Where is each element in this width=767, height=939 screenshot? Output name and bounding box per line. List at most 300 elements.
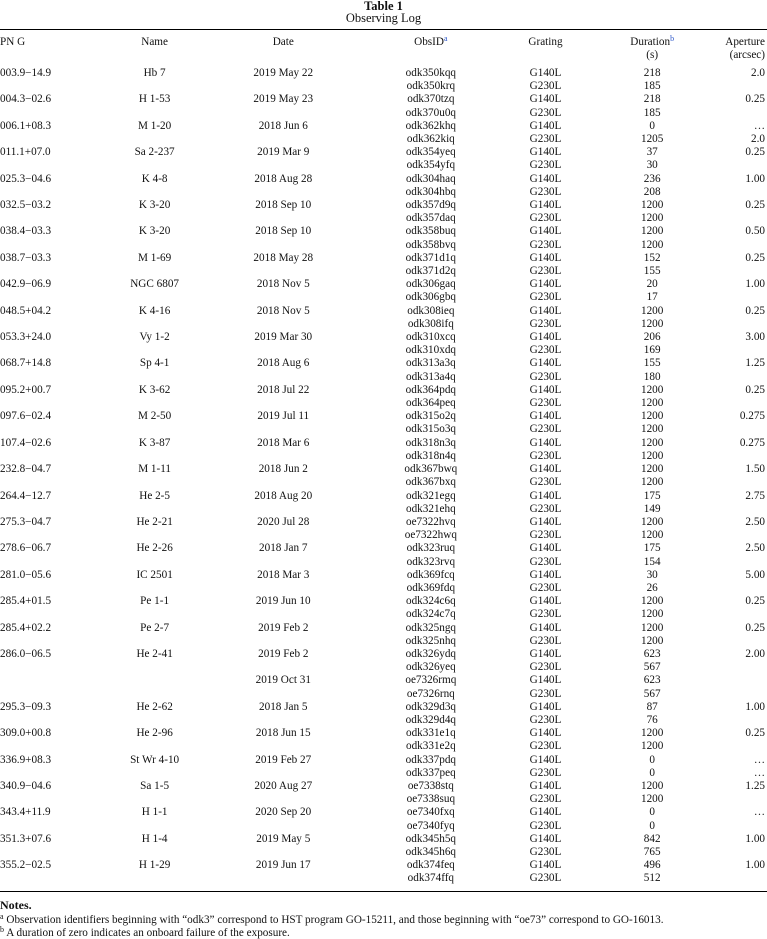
pn-g-cell	[0, 423, 120, 436]
duration-cell: 1200	[640, 476, 664, 489]
grating-cell: G140L	[529, 674, 562, 687]
grating-cell: G230L	[529, 238, 562, 251]
duration-cell: 1200	[640, 515, 664, 528]
aperture-cell: 1.50	[745, 463, 765, 476]
aperture-cell: 0.25	[745, 146, 765, 159]
duration-cell: 87	[646, 700, 658, 713]
duration-cell: 169	[643, 344, 661, 357]
name-cell	[120, 212, 190, 225]
pn-g-cell: 003.9−14.9	[0, 67, 52, 79]
name-cell: K 3-20	[138, 199, 171, 212]
date-cell	[190, 186, 377, 199]
table-row	[0, 212, 767, 225]
obsid-cell: odk364pdq	[405, 383, 456, 396]
name-cell: Sp 4-1	[139, 357, 170, 370]
grating-cell: G140L	[529, 172, 562, 185]
duration-cell: 1200	[640, 397, 664, 410]
obsid-cell: oe7340fyq	[406, 819, 455, 832]
date-cell	[190, 239, 377, 252]
obsid-cell: odk325ngq	[405, 621, 456, 634]
grating-cell: G230L	[529, 185, 562, 198]
date-cell	[190, 397, 377, 410]
name-cell: K 4-8	[141, 172, 168, 185]
aperture-cell: 1.00	[745, 700, 765, 713]
obsid-cell: odk362kiq	[406, 133, 455, 146]
duration-cell: 0	[649, 119, 655, 132]
obsid-cell: odk337peq	[405, 766, 456, 779]
table-row	[0, 648, 767, 661]
table-row	[0, 450, 767, 463]
aperture-cell: 1.00	[745, 278, 765, 291]
name-cell	[120, 582, 190, 595]
aperture-cell: 0.275	[739, 410, 765, 423]
obsid-cell: odk370tzq	[407, 93, 455, 106]
obsid-cell: odk304hbq	[405, 185, 456, 198]
obsid-cell: odk357d9q	[405, 199, 456, 212]
table-row	[0, 199, 767, 212]
table-row	[0, 674, 767, 687]
obsid-cell: odk371d1q	[405, 251, 456, 264]
name-cell	[120, 133, 190, 146]
table-row	[0, 490, 767, 503]
header-duration: Duration$^b$ (s)	[630, 34, 675, 61]
table-row	[0, 265, 767, 278]
obsid-cell: odk310xdq	[405, 344, 456, 357]
name-cell: IC 2501	[136, 568, 173, 581]
aperture-cell	[698, 318, 767, 331]
grating-cell: G140L	[529, 859, 562, 872]
duration-cell: 1205	[640, 133, 664, 146]
aperture-cell	[698, 80, 767, 93]
duration-cell: 208	[643, 185, 661, 198]
aperture-cell	[698, 239, 767, 252]
table-row	[0, 622, 767, 635]
date-cell	[190, 80, 377, 93]
pn-g-cell	[0, 740, 120, 753]
name-cell: M 1-69	[137, 251, 172, 264]
obsid-cell: odk318n3q	[405, 436, 456, 449]
grating-cell: G140L	[529, 806, 562, 819]
name-cell	[120, 344, 190, 357]
grating-cell: G140L	[529, 410, 562, 423]
aperture-cell: 0.275	[739, 436, 765, 449]
name-cell: Sa 1-5	[140, 779, 170, 792]
name-cell: He 2-96	[136, 727, 173, 740]
name-cell: He 2-5	[139, 489, 170, 502]
grating-cell: G230L	[529, 449, 562, 462]
grating-cell: G140L	[529, 647, 562, 660]
name-cell: K 3-62	[138, 383, 171, 396]
date-cell: 2018 Mar 3	[257, 568, 310, 581]
table-row	[0, 133, 767, 146]
name-cell: M 1-11	[138, 463, 172, 476]
duration-cell: 185	[643, 106, 661, 119]
duration-cell: 623	[643, 647, 661, 660]
aperture-cell: 2.00	[745, 647, 765, 660]
table-row	[0, 714, 767, 727]
date-cell: 2020 Aug 27	[254, 779, 313, 792]
date-cell	[190, 529, 377, 542]
obsid-cell: odk321ehq	[405, 502, 456, 515]
name-cell: K 4-16	[138, 304, 171, 317]
date-cell: 2020 Jul 28	[257, 515, 310, 528]
pn-g-cell: 038.7−03.3	[0, 251, 52, 264]
name-cell: K 3-20	[138, 225, 171, 238]
aperture-cell	[698, 212, 767, 225]
pn-g-cell	[0, 688, 120, 701]
date-cell: 2019 Jun 17	[255, 859, 311, 872]
table-row	[0, 859, 767, 872]
duration-cell: 155	[643, 357, 661, 370]
aperture-cell: 0.25	[745, 727, 765, 740]
obsid-cell: oe7338suq	[406, 793, 456, 806]
grating-cell: G230L	[529, 159, 562, 172]
table-row	[0, 120, 767, 133]
pn-g-cell: 107.4−02.6	[0, 436, 52, 449]
pn-g-cell: 053.3+24.0	[0, 331, 52, 344]
aperture-cell	[698, 450, 767, 463]
duration-footnote-marker[interactable]: b	[670, 34, 675, 43]
table-body	[0, 61, 767, 886]
name-cell	[120, 740, 190, 753]
duration-cell: 26	[646, 581, 658, 594]
duration-cell: 218	[643, 67, 661, 79]
duration-cell: 567	[643, 661, 661, 674]
aperture-cell	[698, 159, 767, 172]
duration-cell: 175	[643, 489, 661, 502]
pn-g-cell	[0, 674, 120, 687]
aperture-cell	[698, 344, 767, 357]
grating-cell: G230L	[529, 476, 562, 489]
aperture-cell	[698, 186, 767, 199]
aperture-cell	[698, 582, 767, 595]
duration-cell: 1200	[640, 727, 664, 740]
grating-cell: G230L	[529, 740, 562, 753]
grating-cell: G230L	[529, 397, 562, 410]
note-b	[0, 924, 767, 939]
date-cell	[190, 265, 377, 278]
date-cell: 2018 Aug 28	[254, 172, 313, 185]
date-cell: 2019 May 22	[253, 67, 314, 79]
obsid-cell: odk329d4q	[405, 713, 456, 726]
obsid-cell: odk308ifq	[407, 317, 454, 330]
grating-cell: G140L	[529, 595, 562, 608]
name-cell: Pe 2-7	[140, 621, 170, 634]
date-cell: 2019 Feb 2	[258, 647, 309, 660]
aperture-cell: 0.25	[745, 383, 765, 396]
date-cell	[190, 688, 377, 701]
pn-g-cell	[0, 714, 120, 727]
aperture-cell	[698, 476, 767, 489]
grating-cell: G140L	[529, 515, 562, 528]
duration-cell: 496	[643, 859, 661, 872]
obsid-cell: odk350kqq	[405, 67, 456, 79]
duration-cell: 37	[646, 146, 658, 159]
grating-cell: G230L	[529, 265, 562, 278]
name-cell: Vy 1-2	[139, 331, 170, 344]
obsid-cell: oe7326rmq	[405, 674, 457, 687]
aperture-cell: 0.25	[745, 251, 765, 264]
table-row	[0, 635, 767, 648]
obsid-cell: oe7322hvq	[405, 515, 456, 528]
pn-g-cell: 355.2−02.5	[0, 859, 52, 872]
duration-cell: 1200	[640, 199, 664, 212]
date-cell: 2018 Mar 6	[257, 436, 310, 449]
duration-cell: 0	[649, 753, 655, 766]
grating-cell: G140L	[529, 357, 562, 370]
grating-cell: G140L	[529, 119, 562, 132]
obsid-cell: odk371d2q	[405, 265, 456, 278]
name-cell: St Wr 4-10	[130, 753, 180, 766]
grating-cell: G230L	[529, 423, 562, 436]
pn-g-cell: 097.6−02.4	[0, 410, 52, 423]
duration-cell: 1200	[640, 463, 664, 476]
obsid-cell: odk318n4q	[405, 449, 456, 462]
obsid-cell: odk364peq	[405, 397, 456, 410]
date-cell: 2019 Feb 2	[258, 621, 309, 634]
pn-g-cell	[0, 107, 120, 120]
date-cell: 2018 Jun 15	[255, 727, 311, 740]
pn-g-cell	[0, 793, 120, 806]
pn-g-cell	[0, 159, 120, 172]
obsid-cell: odk367bwq	[404, 463, 458, 476]
date-cell: 2019 Mar 30	[254, 331, 313, 344]
pn-g-cell	[0, 635, 120, 648]
aperture-cell	[698, 423, 767, 436]
aperture-cell	[698, 265, 767, 278]
grating-cell: G230L	[529, 872, 562, 885]
table-row	[0, 872, 767, 885]
name-cell	[120, 608, 190, 621]
duration-cell: 1200	[640, 608, 664, 621]
grating-cell: G230L	[529, 344, 562, 357]
duration-cell: 1200	[640, 317, 664, 330]
date-cell: 2018 Nov 5	[256, 278, 310, 291]
date-cell	[190, 740, 377, 753]
name-cell	[120, 476, 190, 489]
name-cell: H 1-1	[141, 806, 168, 819]
name-cell	[120, 556, 190, 569]
name-cell: H 1-29	[138, 859, 171, 872]
pn-g-cell	[0, 503, 120, 516]
name-cell: He 2-41	[136, 647, 173, 660]
grating-cell: G140L	[529, 489, 562, 502]
grating-cell: G230L	[529, 766, 562, 779]
note-b-marker: b	[0, 924, 4, 934]
table-row	[0, 423, 767, 436]
obsid-cell: odk321egq	[405, 489, 456, 502]
duration-cell: 180	[643, 370, 661, 383]
grating-cell: G230L	[529, 819, 562, 832]
table-row	[0, 661, 767, 674]
duration-cell: 1200	[640, 436, 664, 449]
table-row	[0, 569, 767, 582]
table-row	[0, 357, 767, 370]
obsid-cell: odk313a4q	[405, 370, 456, 383]
table-row	[0, 688, 767, 701]
pn-g-cell	[0, 265, 120, 278]
grating-cell: G140L	[529, 251, 562, 264]
aperture-cell: 0.25	[745, 93, 765, 106]
obsid-cell: odk370u0q	[405, 106, 456, 119]
aperture-cell: 1.25	[745, 779, 765, 792]
date-cell: 2018 Aug 6	[257, 357, 310, 370]
date-cell	[190, 291, 377, 304]
pn-g-cell	[0, 397, 120, 410]
duration-cell: 765	[643, 845, 661, 858]
aperture-cell: 0.25	[745, 304, 765, 317]
name-cell	[120, 80, 190, 93]
table-row	[0, 397, 767, 410]
aperture-cell: 0.25	[745, 199, 765, 212]
table-row	[0, 252, 767, 265]
aperture-cell: 5.00	[745, 568, 765, 581]
name-cell	[120, 529, 190, 542]
aperture-cell: …	[753, 119, 765, 132]
name-cell	[120, 635, 190, 648]
pn-g-cell: 032.5−03.2	[0, 199, 52, 212]
duration-cell: 1200	[640, 449, 664, 462]
grating-cell: G140L	[529, 225, 562, 238]
name-cell	[120, 872, 190, 885]
aperture-cell	[698, 529, 767, 542]
date-cell	[190, 212, 377, 225]
obsid-cell: odk362khq	[405, 119, 456, 132]
pn-g-cell	[0, 529, 120, 542]
obsid-cell: odk369fdq	[406, 581, 456, 594]
aperture-cell	[698, 661, 767, 674]
obsid-cell: odk324c7q	[405, 608, 456, 621]
date-cell: 2019 Oct 31	[255, 674, 311, 687]
pn-g-cell: 068.7+14.8	[0, 357, 52, 370]
obsid-cell: odk313a3q	[405, 357, 456, 370]
obsid-cell: odk367bxq	[405, 476, 456, 489]
pn-g-cell	[0, 820, 120, 833]
name-cell	[120, 159, 190, 172]
date-cell	[190, 820, 377, 833]
date-cell: 2019 May 23	[253, 93, 314, 106]
grating-cell: G230L	[529, 608, 562, 621]
obsid-cell: odk331e2q	[405, 740, 456, 753]
date-cell: 2018 Jan 5	[259, 700, 308, 713]
grating-cell: G230L	[529, 80, 562, 93]
table-row	[0, 93, 767, 106]
date-cell: 2018 Jan 7	[259, 542, 308, 555]
grating-cell: G140L	[529, 832, 562, 845]
pn-g-cell: 048.5+04.2	[0, 304, 52, 317]
grating-cell: G230L	[529, 581, 562, 594]
aperture-cell: …	[753, 806, 765, 819]
aperture-cell: 1.00	[745, 832, 765, 845]
pn-g-cell: 286.0−06.5	[0, 647, 52, 660]
date-cell: 2018 May 28	[253, 251, 314, 264]
obsid-cell: odk306gbq	[405, 291, 456, 304]
table-row	[0, 239, 767, 252]
name-cell	[120, 846, 190, 859]
pn-g-cell: 006.1+08.3	[0, 119, 52, 132]
pn-g-cell	[0, 212, 120, 225]
aperture-cell: …	[753, 766, 765, 779]
table-row	[0, 608, 767, 621]
header-obsid: ObsID$^a$	[414, 34, 448, 48]
note-b-text: A duration of zero indicates an onboard failure of the exposure.	[6, 926, 290, 939]
grating-cell: G140L	[529, 278, 562, 291]
name-cell: Hb 7	[143, 67, 166, 79]
pn-g-cell: 042.9−06.9	[0, 278, 52, 291]
aperture-cell	[698, 635, 767, 648]
date-cell	[190, 133, 377, 146]
pn-g-cell	[0, 661, 120, 674]
pn-g-cell	[0, 608, 120, 621]
aperture-cell	[698, 688, 767, 701]
table-row	[0, 806, 767, 819]
obsid-cell: odk323rvq	[406, 555, 456, 568]
date-cell	[190, 661, 377, 674]
table-row	[0, 67, 767, 80]
pn-g-cell: 278.6−06.7	[0, 542, 52, 555]
table-notes	[0, 899, 767, 939]
name-cell: H 1-53	[138, 93, 171, 106]
table-row	[0, 582, 767, 595]
header-pn-g: PN G	[0, 36, 26, 48]
duration-cell: 0	[649, 766, 655, 779]
grating-cell: G140L	[529, 331, 562, 344]
aperture-cell	[698, 608, 767, 621]
obsid-cell: odk354yfq	[406, 159, 456, 172]
name-cell	[120, 674, 190, 687]
grating-cell: G140L	[529, 753, 562, 766]
obsid-cell: odk374ffq	[407, 872, 455, 885]
date-cell	[190, 503, 377, 516]
duration-cell: 1200	[640, 740, 664, 753]
obsid-cell: odk374feq	[406, 859, 455, 872]
date-cell	[190, 582, 377, 595]
grating-cell: G230L	[529, 291, 562, 304]
name-cell	[120, 397, 190, 410]
name-cell	[120, 688, 190, 701]
header-name: Name	[141, 36, 168, 48]
pn-g-cell	[0, 80, 120, 93]
name-cell	[120, 661, 190, 674]
date-cell	[190, 450, 377, 463]
grating-cell: G140L	[529, 463, 562, 476]
table-row	[0, 767, 767, 780]
obsid-cell: oe7338stq	[407, 779, 454, 792]
pn-g-cell	[0, 133, 120, 146]
table-row	[0, 437, 767, 450]
duration-cell: 20	[646, 278, 658, 291]
grating-cell: G230L	[529, 793, 562, 806]
table-row	[0, 846, 767, 859]
aperture-cell: …	[753, 753, 765, 766]
grating-cell: G140L	[529, 383, 562, 396]
table-row	[0, 159, 767, 172]
table-caption: Observing Log	[345, 11, 422, 25]
pn-g-cell: 343.4+11.9	[0, 806, 51, 819]
header-grating: Grating	[528, 36, 563, 48]
pn-g-cell: 285.4+01.5	[0, 595, 52, 608]
name-cell	[120, 450, 190, 463]
obsid-footnote-marker[interactable]: a	[443, 34, 448, 43]
aperture-cell	[698, 846, 767, 859]
duration-cell: 623	[643, 674, 661, 687]
grating-cell: G230L	[529, 106, 562, 119]
duration-cell: 30	[646, 159, 658, 172]
pn-g-cell	[0, 371, 120, 384]
obsid-cell: odk304haq	[405, 172, 456, 185]
aperture-cell	[698, 107, 767, 120]
grating-cell: G140L	[529, 67, 562, 79]
